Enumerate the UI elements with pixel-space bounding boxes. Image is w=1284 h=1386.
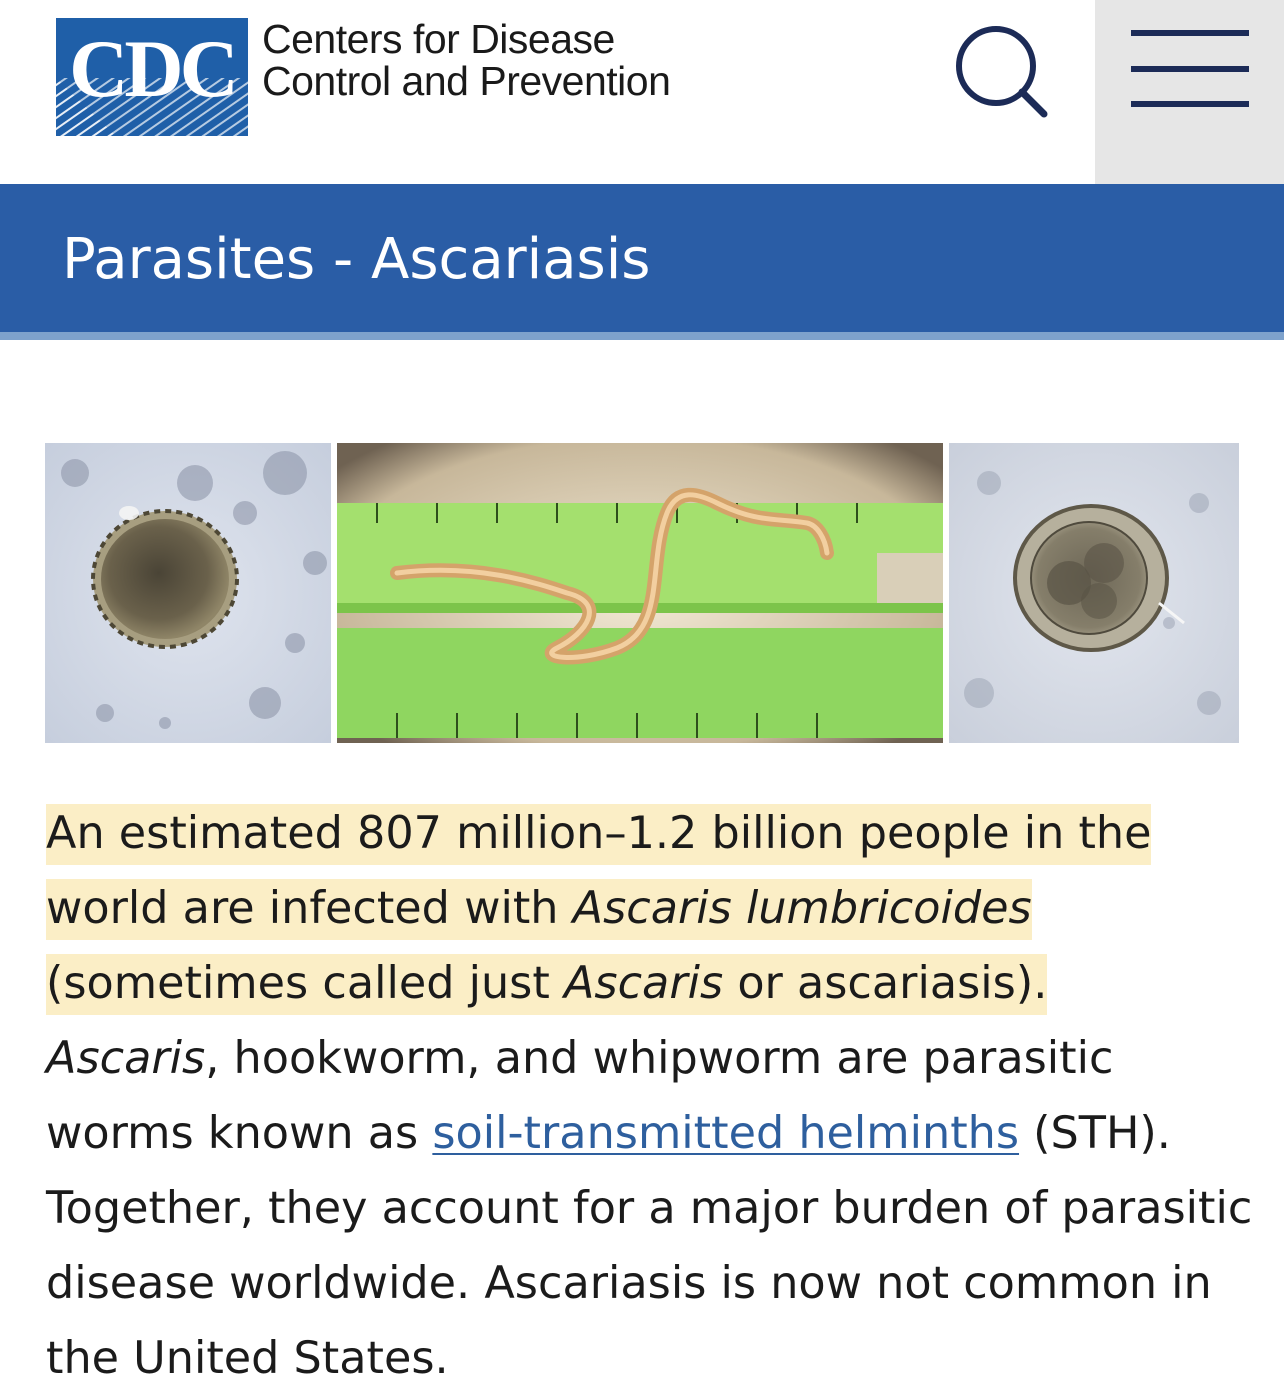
article-paragraph: [46, 796, 1256, 1386]
body-text-a: , hookworm, and whipworm are parasitic worms known as: [46, 1033, 1114, 1159]
highlight-text-c: (sometimes called just: [46, 958, 564, 1009]
org-name[interactable]: [262, 18, 670, 102]
genus-name-2: Ascaris: [46, 1033, 206, 1084]
menu-bar-top: [1131, 30, 1249, 36]
body-text-b: (STH). Together, they account for a major burden of parasitic disease worldwide. Ascariasis is now not common in the United States.: [46, 1108, 1253, 1384]
org-name-line1: Centers for Disease: [262, 16, 615, 62]
logo-text: CDC: [69, 23, 235, 114]
highlight-text-a: An estimated 807 million–1.2 billion people in the world are infected with: [46, 808, 1152, 934]
ascaris-worm-on-ruler-icon: [337, 443, 943, 743]
ascaris-egg-micrograph-icon: [45, 443, 331, 743]
search-icon[interactable]: [946, 24, 1054, 120]
species-name: Ascaris lumbricoides: [572, 883, 1032, 934]
menu-bar-middle: [1131, 66, 1249, 72]
hero-image-strip: [45, 443, 1239, 743]
ascaris-embryonated-egg-micrograph-icon: [949, 443, 1239, 743]
menu-bar-bottom: [1131, 101, 1249, 107]
site-header: [0, 0, 1284, 184]
cdc-logo[interactable]: [56, 18, 248, 136]
page-title: Parasites - Ascariasis: [62, 227, 651, 292]
org-name-line2: Control and Prevention: [262, 58, 671, 104]
highlighted-sentence: [46, 804, 1151, 1015]
sth-link[interactable]: soil-transmitted helminths: [432, 1108, 1020, 1159]
title-band-underline: [0, 332, 1284, 340]
genus-name: Ascaris: [563, 958, 724, 1009]
hamburger-menu-icon[interactable]: [1095, 0, 1284, 184]
highlight-text-e: or ascariasis).: [723, 958, 1048, 1009]
